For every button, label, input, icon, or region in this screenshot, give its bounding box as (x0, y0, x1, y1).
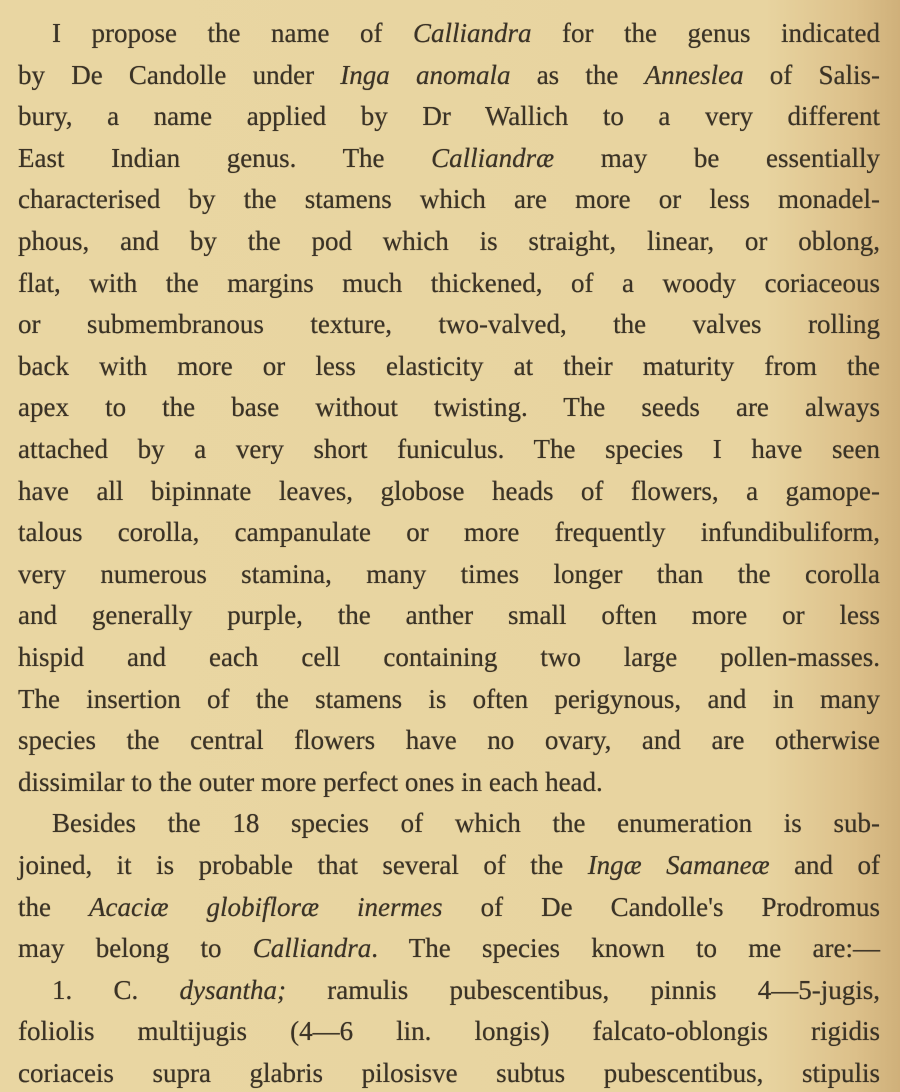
body-text: of De Candolle's Prodromus (442, 891, 880, 922)
text-line (18, 1056, 880, 1090)
italic-text: Acaciæ globifloræ inermes (89, 891, 443, 922)
text-line (52, 16, 880, 50)
body-text: talous corolla, campanulate or more frequently infundibuliform, (18, 517, 880, 548)
text-line (18, 390, 880, 424)
text-line (18, 307, 880, 341)
body-text: very numerous stamina, many times longer than the corolla (18, 558, 880, 589)
italic-text: Ingæ Samaneæ (587, 850, 770, 880)
body-text: bury, a name applied by Dr Wallich to a very different (18, 101, 880, 132)
body-text: flat, with the margins much thickened, of a woody coriaceous (18, 267, 880, 298)
italic-text: dysantha; (179, 974, 287, 1005)
text-line (18, 723, 880, 757)
body-text: The insertion of the stamens is often perigynous, and in many (18, 683, 880, 714)
text-line (18, 99, 880, 133)
text-line (18, 182, 880, 216)
body-text: characterised by the stamens which are more or less monadel- (18, 184, 880, 215)
body-text: apex to the base without twisting. The seeds are always (18, 392, 880, 423)
text-line (18, 224, 880, 258)
text-line (18, 266, 880, 300)
text-line (18, 1014, 880, 1048)
body-text: by De Candolle under (18, 59, 341, 90)
body-text: attached by a very short funiculus. The species I have seen (18, 434, 880, 464)
body-text: as the (510, 59, 645, 90)
text-line (18, 557, 880, 591)
body-text: for the genus indicated (531, 18, 881, 48)
body-text: coriaceis supra glabris pilosisve subtus pubescentibus, stipulis (18, 1058, 880, 1088)
body-text: of Salis- (743, 59, 880, 90)
body-text: dissimilar to the outer more perfect ones in each head. (18, 766, 603, 797)
body-text: hispid and each cell containing two large pollen-masses. (18, 642, 880, 672)
italic-text: Calliandræ (431, 142, 555, 173)
body-text: East Indian genus. The (18, 142, 432, 173)
text-line (18, 598, 880, 632)
italic-text: Calliandra (252, 933, 372, 964)
text-line (18, 765, 880, 799)
text-line (18, 890, 880, 924)
body-text: have all bipinnate leaves, globose heads of flowers, a gamope- (18, 475, 880, 506)
text-line (18, 349, 880, 383)
body-text: I propose the name of (52, 18, 413, 48)
body-text: species the central flowers have no ovary, and are otherwise (18, 725, 880, 756)
body-text: phous, and by the pod which is straight, linear, or oblong, (18, 226, 880, 256)
text-line (18, 474, 880, 508)
text-line (18, 848, 880, 882)
body-text: joined, it is probable that several of the (18, 850, 588, 880)
body-text: and generally purple, the anther small often more or less (18, 600, 880, 631)
italic-text: Calliandra (413, 18, 532, 48)
text-line (18, 432, 880, 466)
italic-text: Inga anomala (340, 59, 511, 90)
body-text: may be essentially (554, 142, 880, 173)
body-text: Besides the 18 species of which the enumeration is sub- (52, 808, 880, 839)
text-line (18, 58, 880, 92)
text-line (18, 682, 880, 716)
body-text: back with more or less elasticity at their maturity from the (18, 350, 880, 381)
body-text: 1. C. (52, 974, 180, 1005)
text-line (18, 141, 880, 175)
body-text: the (18, 891, 90, 922)
body-text: or submembranous texture, two-valved, the valves rolling (18, 309, 880, 340)
text-line (52, 806, 880, 840)
body-text: . The species known to me are:— (371, 933, 880, 964)
body-text: and of (769, 850, 880, 880)
text-line (18, 515, 880, 549)
body-text: ramulis pubescentibus, pinnis 4—5-jugis, (286, 974, 881, 1005)
body-text: foliolis multijugis (4—6 lin. longis) falcato-oblongis rigidis (18, 1016, 880, 1047)
italic-text: Anneslea (644, 59, 744, 90)
text-line (52, 973, 880, 1007)
text-line (18, 640, 880, 674)
text-line (18, 931, 880, 965)
body-text: may belong to (18, 933, 253, 964)
